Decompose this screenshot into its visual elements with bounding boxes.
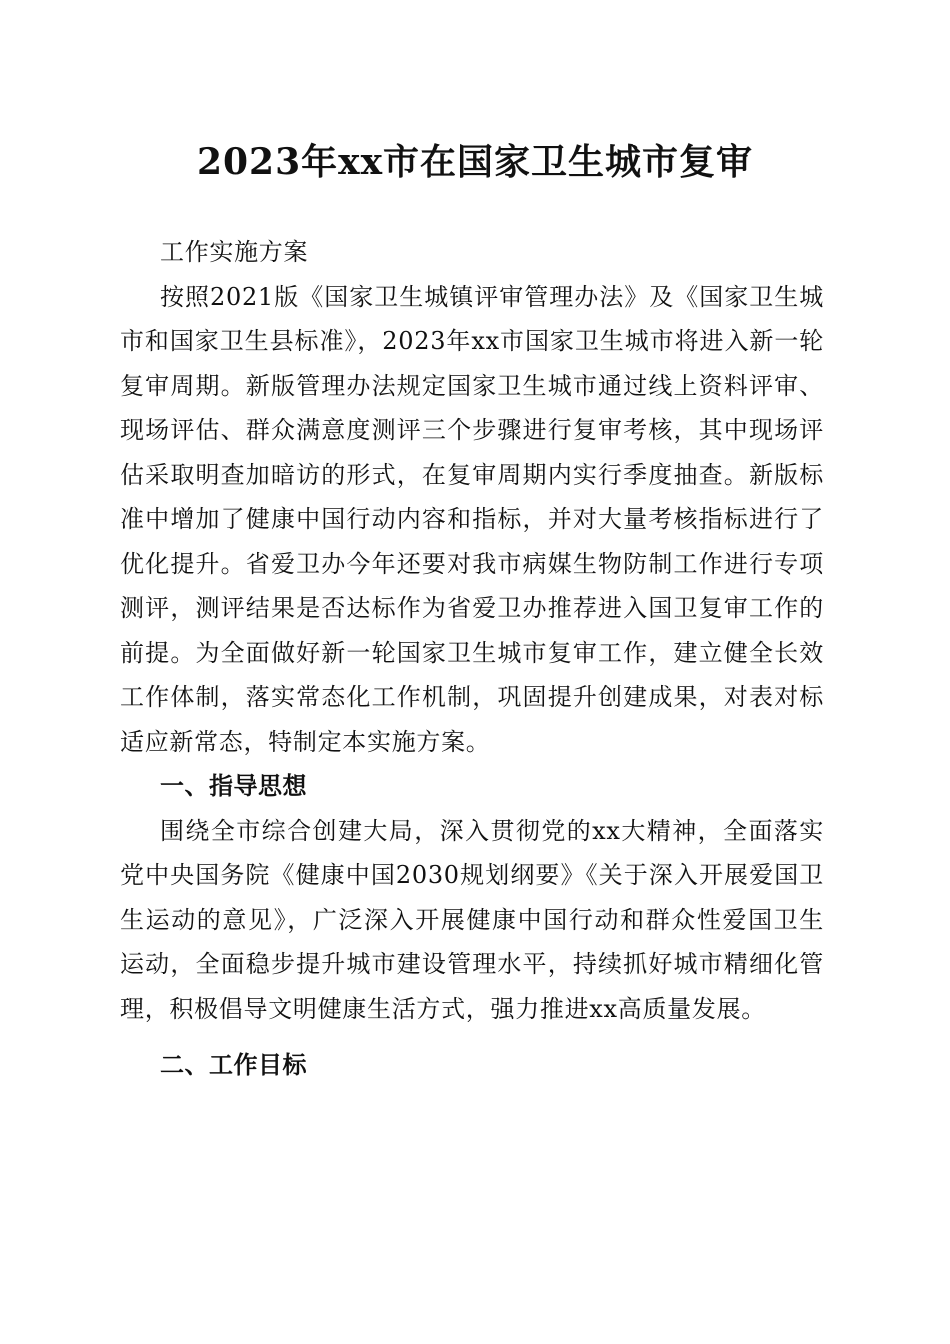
document-subtitle: 工作实施方案 xyxy=(160,238,309,266)
guiding-ideology-paragraph: 围绕全市综合创建大局，深入贯彻党的xx大精神，全面落实党中央国务院《健康中国2030规划纲要》《关于深入开展爱国卫生运动的意见》，广泛深入开展健康中国行动和群众性爱国卫生运动，全面稳步提升城市建设管理水平，持续抓好城市精细化管理，积极倡导文明健康生活方式，强力推进xx高质量发展。 xyxy=(120,816,824,1023)
document-title: 2023年xx市在国家卫生城市复审 xyxy=(196,141,754,183)
section-heading-guiding-ideology: 一、指导思想 xyxy=(160,772,307,800)
document-body xyxy=(120,230,824,1088)
section-heading-work-goals: 二、工作目标 xyxy=(160,1051,307,1079)
intro-paragraph: 按照2021版《国家卫生城镇评审管理办法》及《国家卫生城市和国家卫生县标准》，2023年xx市国家卫生城市将进入新一轮复审周期。新版管理办法规定国家卫生城市通过线上资料评审、现场评估、群众满意度测评三个步骤进行复审考核，其中现场评估采取明查加暗访的形式，在复审周期内实行季度抽查。新版标准中增加了健康中国行动内容和指标，并对大量考核指标进行了优化提升。省爱卫办今年还要对我市病媒生物防制工作进行专项测评，测评结果是否达标作为省爱卫办推荐进入国卫复审工作的前提。为全面做好新一轮国家卫生城市复审工作，建立健全长效工作体制，落实常态化工作机制，巩固提升创建成果，对表对标适应新常态，特制定本实施方案。 xyxy=(120,282,824,756)
